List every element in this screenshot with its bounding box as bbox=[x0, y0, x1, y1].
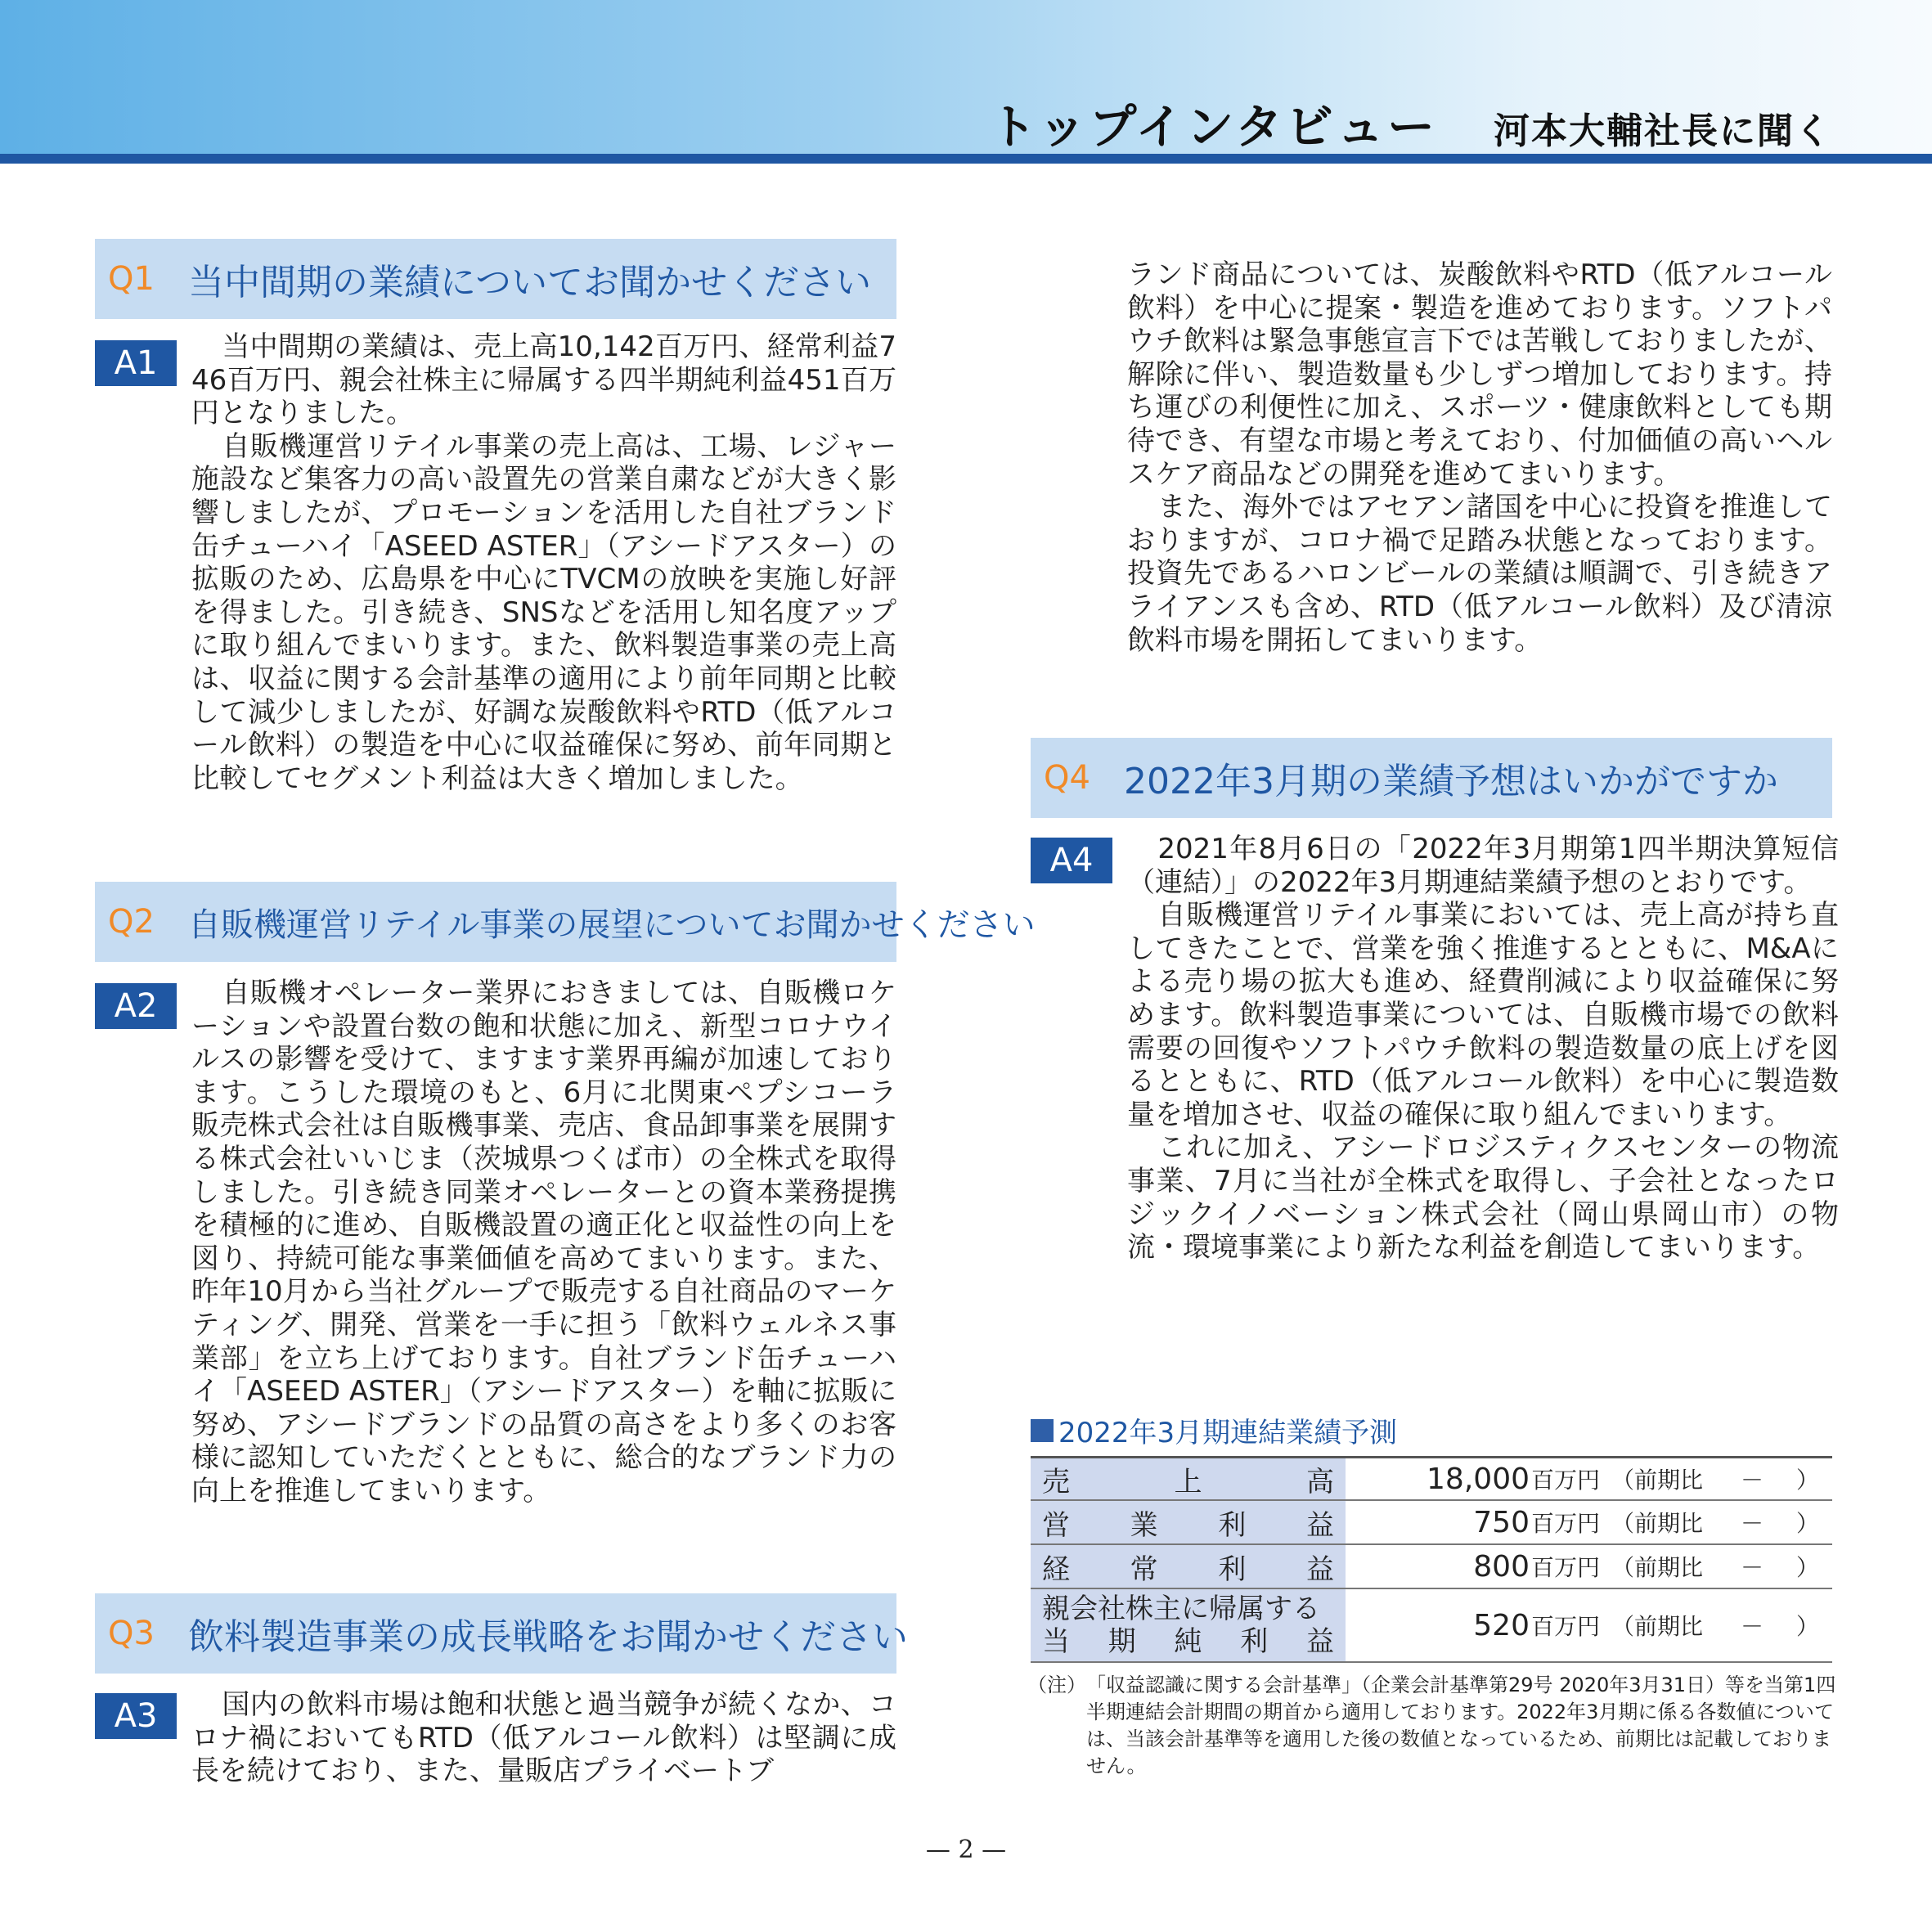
answer-4-text bbox=[1127, 833, 1839, 1265]
label-char: 常 bbox=[1130, 1552, 1158, 1586]
page-title-main: トップインタビュー bbox=[989, 99, 1438, 155]
compare-dash: － bbox=[1741, 1510, 1764, 1537]
page-title-sub: 河本大輔社長に聞く bbox=[1494, 110, 1832, 152]
label-line-1: 親会社株主に帰属する bbox=[1042, 1593, 1320, 1625]
row-value bbox=[1346, 1545, 1832, 1588]
value-unit: 百万円 bbox=[1531, 1467, 1601, 1494]
label-char: 益 bbox=[1306, 1625, 1334, 1658]
note-head: （注） bbox=[1027, 1674, 1086, 1696]
row-value bbox=[1346, 1458, 1832, 1499]
value-number: 750 bbox=[1473, 1505, 1530, 1539]
compare-close: ） bbox=[1796, 1467, 1820, 1494]
table-row bbox=[1031, 1501, 1832, 1545]
answer-1-paragraph: 当中間期の業績は、売上高10,142百万円、経常利益746百万円、親会社株主に帰属する四半期純利益451百万円となりました。 bbox=[191, 330, 896, 430]
compare-close: ） bbox=[1796, 1613, 1820, 1640]
label-char: 利 bbox=[1218, 1508, 1247, 1542]
compare-label: （前期比 bbox=[1611, 1554, 1704, 1581]
value-unit: 百万円 bbox=[1531, 1510, 1601, 1537]
question-4-label: Q4 bbox=[1044, 759, 1090, 797]
answer-2-badge: A2 bbox=[95, 983, 177, 1029]
value-number: 520 bbox=[1473, 1608, 1530, 1642]
value-number: 800 bbox=[1473, 1549, 1530, 1584]
label-char: 経 bbox=[1042, 1552, 1070, 1586]
question-4-text: 2022年3月期の業績予想はいかがですか bbox=[1124, 761, 1778, 802]
answer-1-text bbox=[191, 330, 896, 795]
label-char: 期 bbox=[1108, 1625, 1136, 1658]
value-number: 18,000 bbox=[1427, 1462, 1530, 1496]
note-body: 「収益認識に関する会計基準」（企業会計基準第29号 2020年3月31日）等を当第1四半期連結会計期間の期首から適用しております。2022年3月期に係る各数値については、当該会計基準等を適用した後の数値となっているため、前期比は記載しておりません。 bbox=[1086, 1674, 1836, 1777]
answer-2-paragraph: 自販機オペレーター業界におきましては、自販機ロケーションや設置台数の飽和状態に加え、新型コロナウイルスの影響を受けて、ますます業界再編が加速しております。こうした環境のもと、6月に北関東ペプシコーラ販売株式会社は自販機事業、売店、食品卸事業を展開する株式会社いいじま（茨城県つくば市）の全株式を取得しました。引き続き同業オペレーターとの資本業務提携を積極的に進め、自販機設置の適正化と収益性の向上を図り、持続可能な事業価値を高めてまいります。また、昨年10月から当社グループで販売する自社商品のマーケティング、開発、営業を一手に担う「飲料ウェルネス事業部」を立ち上げております。自社ブランド缶チューハイ「ASEED ASTER」（アシードアスター）を軸に拡販に努め、アシードブランドの品質の高さをより多くのお客様に認知していただくとともに、総合的なブランド力の向上を推進してまいります。 bbox=[191, 977, 896, 1507]
answer-1-paragraph: 自販機運営リテイル事業の売上高は、工場、レジャー施設など集客力の高い設置先の営業自粛などが大きく影響しましたが、プロモーションを活用した自社ブランド缶チューハイ「ASEED ASTER」（アシードアスター）の拡販のため、広島県を中心にTVCMの放映を実施し好評を得ました。引き続き、SNSなどを活用し知名度アップに取り組んでまいります。また、飲料製造事業の売上高は、収益に関する会計基準の適用により前年同期と比較して減少しましたが、好調な炭酸飲料やRTD（低アルコール飲料）の製造を中心に収益確保に努め、前年同期と比較してセグメント利益は大きく増加しました。 bbox=[191, 429, 896, 795]
question-3-box bbox=[95, 1593, 908, 1674]
compare-label: （前期比 bbox=[1611, 1613, 1704, 1640]
row-label bbox=[1031, 1589, 1346, 1661]
row-value bbox=[1346, 1501, 1832, 1543]
forecast-note bbox=[1027, 1672, 1837, 1780]
value-unit: 百万円 bbox=[1531, 1554, 1601, 1581]
answer-2-text bbox=[191, 977, 896, 1508]
row-value bbox=[1346, 1589, 1832, 1661]
answer-4-badge: A4 bbox=[1031, 838, 1112, 883]
table-row bbox=[1031, 1545, 1832, 1589]
value-unit: 百万円 bbox=[1531, 1613, 1601, 1640]
table-row bbox=[1031, 1589, 1832, 1663]
compare-dash: － bbox=[1741, 1554, 1764, 1581]
page-number: — 2 — bbox=[925, 1835, 1007, 1864]
row-label bbox=[1031, 1458, 1346, 1499]
compare-dash: － bbox=[1741, 1467, 1764, 1494]
label-char: 純 bbox=[1174, 1625, 1202, 1658]
table-row bbox=[1031, 1458, 1832, 1501]
question-3-label: Q3 bbox=[108, 1615, 155, 1652]
answer-3-paragraph: ランド商品については、炭酸飲料やRTD（低アルコール飲料）を中心に提案・製造を進めております。ソフトパウチ飲料は緊急事態宣言下では苦戦しておりましたが、解除に伴い、製造数量も少しずつ増加しております。持ち運びの利便性に加え、スポーツ・健康飲料としても期待でき、有望な市場と考えており、付加価値の高いヘルスケア商品などの開発を進めてまいります。 bbox=[1127, 258, 1832, 491]
question-1-label: Q1 bbox=[108, 260, 155, 298]
compare-close: ） bbox=[1796, 1510, 1820, 1537]
label-char: 上 bbox=[1174, 1465, 1202, 1498]
row-label bbox=[1031, 1545, 1346, 1588]
question-2-box bbox=[95, 882, 1036, 962]
question-1-box bbox=[95, 239, 896, 319]
label-char: 高 bbox=[1306, 1465, 1334, 1498]
answer-3-paragraph: 国内の飲料市場は飽和状態と過当競争が続くなか、コロナ禍においてもRTD（低アルコール飲料）は堅調に成長を続けており、また、量販店プライベートブ bbox=[191, 1688, 896, 1788]
answer-1-badge: A1 bbox=[95, 340, 177, 386]
answer-4-paragraph: 自販機運営リテイル事業においては、売上高が持ち直してきたことで、営業を強く推進するとともに、M&Aによる売り場の拡大も進め、経費削減により収益確保に努めます。飲料製造事業については、自販機市場での飲料需要の回復やソフトパウチ飲料の製造数量の底上げを図るとともに、RTD（低アルコール飲料）を中心に製造数量を増加させ、収益の確保に取り組んでまいります。 bbox=[1127, 899, 1839, 1131]
answer-4-paragraph: 2021年8月6日の「2022年3月期第1四半期決算短信（連結）」の2022年3月期連結業績予想のとおりです。 bbox=[1127, 833, 1839, 899]
label-char: 営 bbox=[1042, 1508, 1070, 1542]
label-char: 益 bbox=[1305, 1552, 1334, 1586]
label-char: 利 bbox=[1240, 1625, 1269, 1658]
answer-3-text-right bbox=[1127, 258, 1832, 657]
forecast-title-text: 2022年3月期連結業績予測 bbox=[1058, 1417, 1398, 1449]
forecast-title bbox=[1031, 1410, 1397, 1450]
page-title bbox=[989, 88, 1832, 157]
label-char: 当 bbox=[1042, 1625, 1070, 1658]
label-char: 売 bbox=[1042, 1465, 1070, 1498]
answer-4-paragraph: これに加え、アシードロジスティクスセンターの物流事業、7月に当社が全株式を取得し、子会社となったロジックイノベーション株式会社（岡山県岡山市）の物流・環境事業により新たな利益を創造してまいります。 bbox=[1127, 1131, 1839, 1265]
row-label bbox=[1031, 1501, 1346, 1543]
compare-dash: － bbox=[1741, 1613, 1764, 1640]
forecast-table bbox=[1031, 1456, 1832, 1663]
question-2-label: Q2 bbox=[108, 903, 155, 941]
answer-3-text-left bbox=[191, 1688, 896, 1788]
compare-label: （前期比 bbox=[1611, 1467, 1704, 1494]
square-bullet-icon bbox=[1031, 1419, 1054, 1442]
question-2-text: 自販機運営リテイル事業の展望についてお聞かせください bbox=[188, 905, 1036, 944]
label-char: 益 bbox=[1305, 1508, 1334, 1542]
question-4-box bbox=[1031, 738, 1832, 818]
label-char: 利 bbox=[1218, 1552, 1247, 1586]
question-1-text: 当中間期の業績についてお聞かせください bbox=[188, 262, 872, 303]
compare-label: （前期比 bbox=[1611, 1510, 1704, 1537]
question-3-text: 飲料製造事業の成長戦略をお聞かせください bbox=[188, 1616, 908, 1658]
label-char: 業 bbox=[1130, 1508, 1158, 1542]
answer-3-paragraph: また、海外ではアセアン諸国を中心に投資を推進しておりますが、コロナ禍で足踏み状態となっております。投資先であるハロンビールの業績は順調で、引き続きアライアンスも含め、RTD（低アルコール飲料）及び清涼飲料市場を開拓してまいります。 bbox=[1127, 491, 1832, 657]
compare-close: ） bbox=[1796, 1554, 1820, 1581]
answer-3-badge: A3 bbox=[95, 1693, 177, 1739]
